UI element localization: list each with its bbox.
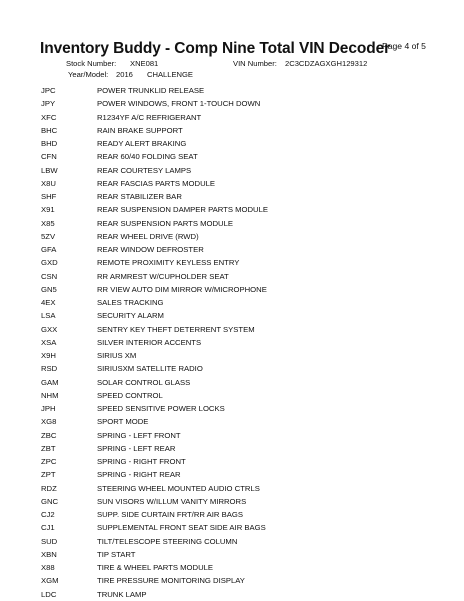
option-code: JPC: [41, 86, 56, 95]
option-code: LSA: [41, 311, 56, 321]
option-description: REAR WINDOW DEFROSTER: [97, 245, 204, 254]
option-description: SPRING - RIGHT FRONT: [97, 457, 186, 466]
list-item: [0, 243, 464, 256]
option-code: X91: [41, 205, 55, 215]
page-number: Page 4 of 5: [382, 41, 426, 51]
option-code: NHM: [41, 390, 59, 400]
option-description: REAR 60/40 FOLDING SEAT: [97, 152, 198, 162]
option-code: XSA: [41, 337, 57, 347]
list-item: [0, 415, 464, 428]
option-description: SILVER INTERIOR ACCENTS: [97, 337, 202, 347]
list-item: [0, 535, 464, 548]
list-item: [0, 495, 464, 508]
model-value: CHALLENGE: [147, 70, 194, 79]
list-item: [0, 309, 464, 322]
option-code: BHD: [41, 139, 58, 148]
option-code: RDZ: [41, 483, 57, 493]
option-code: BHC: [41, 125, 58, 135]
option-description: SPORT MODE: [97, 417, 149, 427]
option-description: TIRE & WHEEL PARTS MODULE: [97, 563, 214, 572]
list-item: [0, 296, 464, 309]
option-description: SIRIUS XM: [97, 351, 137, 360]
list-item: [0, 190, 464, 203]
option-description: SUN VISORS W/ILLUM VANITY MIRRORS: [97, 496, 247, 506]
list-item: [0, 561, 464, 574]
list-item: [0, 283, 464, 296]
option-code: CJ2: [41, 510, 55, 519]
option-code: 5ZV: [41, 231, 56, 241]
option-code: XGM: [41, 576, 59, 586]
option-code: ZBT: [41, 443, 56, 453]
option-description: SENTRY KEY THEFT DETERRENT SYSTEM: [97, 324, 255, 334]
option-code: LDC: [41, 589, 57, 599]
list-item: [0, 137, 464, 150]
option-description: REMOTE PROXIMITY KEYLESS ENTRY: [97, 258, 240, 268]
option-code: GAM: [41, 377, 59, 387]
list-item: [0, 217, 464, 230]
option-description: SPEED SENSITIVE POWER LOCKS: [97, 404, 225, 413]
vin-number-value: 2C3CDZAGXGH129312: [285, 59, 368, 68]
option-code: X88: [41, 563, 55, 572]
option-code: GN5: [41, 284, 57, 294]
list-item: [0, 349, 464, 362]
option-description: TIP START: [97, 549, 136, 559]
option-code: X85: [41, 218, 55, 228]
option-code-list: [0, 84, 464, 601]
option-description: SIRIUSXM SATELLITE RADIO: [97, 364, 203, 374]
list-item: [0, 164, 464, 177]
option-description: RR VIEW AUTO DIM MIRROR W/MICROPHONE: [97, 284, 267, 294]
option-description: SALES TRACKING: [97, 298, 164, 307]
option-code: XBN: [41, 549, 57, 559]
list-item: [0, 230, 464, 243]
list-item: [0, 389, 464, 402]
option-code: XG8: [41, 417, 57, 427]
list-item: [0, 508, 464, 521]
option-code: SHF: [41, 192, 57, 201]
list-item: [0, 177, 464, 190]
option-description: TILT/TELESCOPE STEERING COLUMN: [97, 536, 238, 546]
vin-number-label: VIN Number:: [233, 59, 277, 68]
list-item: [0, 482, 464, 495]
option-code: JPY: [41, 99, 56, 109]
list-item: [0, 588, 464, 601]
list-item: [0, 429, 464, 442]
option-code: CFN: [41, 152, 57, 162]
list-item: [0, 574, 464, 587]
option-description: RR ARMREST W/CUPHOLDER SEAT: [97, 271, 229, 281]
list-item: [0, 402, 464, 415]
option-code: GNC: [41, 496, 59, 506]
list-item: [0, 111, 464, 124]
option-description: REAR FASCIAS PARTS MODULE: [97, 178, 216, 188]
option-code: 4EX: [41, 298, 56, 307]
option-description: SOLAR CONTROL GLASS: [97, 377, 191, 387]
list-item: [0, 468, 464, 481]
option-description: SPRING - LEFT FRONT: [97, 430, 181, 440]
option-description: RAIN BRAKE SUPPORT: [97, 125, 183, 135]
option-description: REAR WHEEL DRIVE (RWD): [97, 231, 199, 241]
option-description: SECURITY ALARM: [97, 311, 164, 321]
option-description: SPRING - RIGHT REAR: [97, 470, 181, 480]
list-item: [0, 150, 464, 163]
list-item: [0, 97, 464, 110]
option-description: REAR COURTESY LAMPS: [97, 165, 192, 175]
option-description: REAR SUSPENSION PARTS MODULE: [97, 218, 233, 228]
option-code: RSD: [41, 364, 58, 374]
option-code: LBW: [41, 165, 58, 175]
option-description: REAR STABILIZER BAR: [97, 192, 182, 201]
list-item: [0, 521, 464, 534]
option-description: STEERING WHEEL MOUNTED AUDIO CTRLS: [97, 483, 260, 493]
option-description: SUPPLEMENTAL FRONT SEAT SIDE AIR BAGS: [97, 523, 266, 533]
option-code: ZPC: [41, 457, 57, 466]
list-item: [0, 548, 464, 561]
option-description: POWER TRUNKLID RELEASE: [97, 86, 205, 95]
list-item: [0, 455, 464, 468]
year-value: 2016: [116, 70, 133, 79]
list-item: [0, 323, 464, 336]
year-model-label: Year/Model:: [68, 70, 109, 79]
option-description: SPRING - LEFT REAR: [97, 443, 176, 453]
list-item: [0, 362, 464, 375]
list-item: [0, 124, 464, 137]
option-code: CJ1: [41, 523, 55, 533]
option-description: READY ALERT BRAKING: [97, 139, 187, 148]
stock-number-label: Stock Number:: [66, 59, 117, 68]
option-description: TRUNK LAMP: [97, 589, 147, 599]
list-item: [0, 84, 464, 97]
option-code: X8U: [41, 178, 56, 188]
option-code: ZBC: [41, 430, 57, 440]
option-code: SUD: [41, 536, 58, 546]
option-description: R1234YF A/C REFRIGERANT: [97, 112, 202, 122]
list-item: [0, 376, 464, 389]
document-title: Inventory Buddy - Comp Nine Total VIN Decoder: [40, 40, 391, 57]
option-code: JPH: [41, 404, 56, 413]
option-description: SPEED CONTROL: [97, 390, 163, 400]
option-description: POWER WINDOWS, FRONT 1-TOUCH DOWN: [97, 99, 261, 109]
list-item: [0, 442, 464, 455]
option-code: ZPT: [41, 470, 56, 480]
list-item: [0, 336, 464, 349]
option-code: X9H: [41, 351, 56, 360]
option-description: TIRE PRESSURE MONITORING DISPLAY: [97, 576, 245, 586]
list-item: [0, 256, 464, 269]
option-description: SUPP. SIDE CURTAIN FRT/RR AIR BAGS: [97, 510, 243, 519]
option-description: REAR SUSPENSION DAMPER PARTS MODULE: [97, 205, 269, 215]
list-item: [0, 203, 464, 216]
stock-number-value: XNE081: [130, 59, 159, 68]
option-code: GXD: [41, 258, 58, 268]
option-code: XFC: [41, 112, 57, 122]
option-code: GXX: [41, 324, 58, 334]
list-item: [0, 270, 464, 283]
option-code: GFA: [41, 245, 57, 254]
option-code: CSN: [41, 271, 58, 281]
